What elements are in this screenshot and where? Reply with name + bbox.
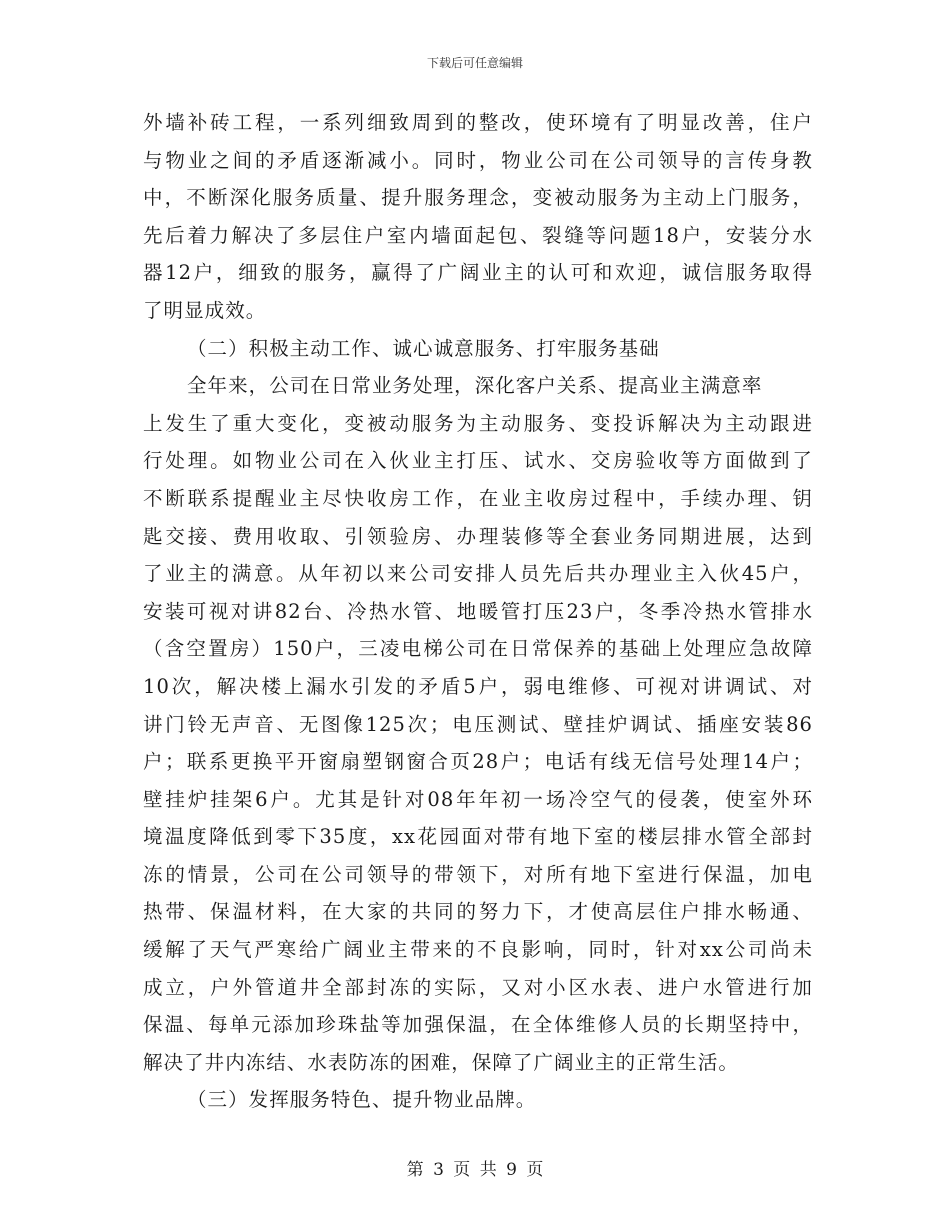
body-line: 不断联系提醒业主尽快收房工作，在业主收房过程中，手续办理、钥 xyxy=(143,486,813,510)
body-line: （含空置房）150户，三凌电梯公司在日常保养的基础上处理应急故障 xyxy=(143,637,813,661)
body-line: 10次，解决楼上漏水引发的矛盾5户，弱电维修、可视对讲调试、对 xyxy=(143,674,813,698)
body-line: 安装可视对讲82台、冷热水管、地暖管打压23户，冬季冷热水管排水 xyxy=(143,599,813,623)
page-number: 第 3 页 共 9 页 xyxy=(406,1160,544,1180)
body-line: 热带、保温材料，在大家的共同的努力下，才使高层住户排水畅通、 xyxy=(143,900,813,924)
body-line: 成立，户外管道井全部封冻的实际，又对小区水表、进户水管进行加 xyxy=(143,975,813,999)
body-line: 了业主的满意。从年初以来公司安排人员先后共办理业主入伙45户， xyxy=(143,562,813,586)
body-line: 户；联系更换平开窗扇塑钢窗合页28户；电话有线无信号处理14户； xyxy=(143,750,813,774)
page-header: 下载后可任意编辑 xyxy=(426,56,523,70)
body-line: 上发生了重大变化，变被动服务为主动服务、变投诉解决为主动跟进 xyxy=(143,411,813,435)
body-line: 解决了井内冻结、水表防冻的困难，保障了广阔业主的正常生活。 xyxy=(143,1050,739,1074)
body-line: 壁挂炉挂架6户。尤其是针对08年年初一场冷空气的侵袭，使室外环 xyxy=(143,787,813,811)
body-line: 先后着力解决了多层住户室内墙面起包、裂缝等问题18户，安装分水 xyxy=(143,223,813,247)
body-line: 匙交接、费用收取、引领验房、办理装修等全套业务同期进展，达到 xyxy=(143,524,813,548)
body-line: 外墙补砖工程，一系列细致周到的整改，使环境有了明显改善，住户 xyxy=(143,111,813,134)
body-line: 讲门铃无声音、无图像125次；电压测试、壁挂炉调试、插座安装86 xyxy=(143,712,813,736)
body-line: （二）积极主动工作、诚心诚意服务、打牢服务基础 xyxy=(187,336,660,360)
body-line: 与物业之间的矛盾逐渐减小。同时，物业公司在公司领导的言传身教 xyxy=(143,148,813,172)
body-line: 中，不断深化服务质量、提升服务理念，变被动服务为主动上门服务， xyxy=(143,186,813,210)
body-line: 行处理。如物业公司在入伙业主打压、试水、交房验收等方面做到了 xyxy=(143,449,813,473)
body-line: 冻的情景，公司在公司领导的带领下，对所有地下室进行保温，加电 xyxy=(143,862,813,886)
body-line: （三）发挥服务特色、提升物业品牌。 xyxy=(187,1088,537,1112)
body-line: 全年来，公司在日常业务处理，深化客户关系、提高业主满意率 xyxy=(187,374,763,398)
document-body xyxy=(143,104,813,1119)
body-line: 器12户，细致的服务，赢得了广阔业主的认可和欢迎，诚信服务取得 xyxy=(143,261,813,285)
body-line: 境温度降低到零下35度，xx花园面对带有地下室的楼层排水管全部封 xyxy=(143,825,813,849)
body-line: 缓解了天气严寒给广阔业主带来的不良影响，同时，针对xx公司尚未 xyxy=(143,938,813,962)
body-line: 保温、每单元添加珍珠盐等加强保温，在全体维修人员的长期坚持中， xyxy=(143,1013,813,1037)
body-line: 了明显成效。 xyxy=(143,298,267,322)
